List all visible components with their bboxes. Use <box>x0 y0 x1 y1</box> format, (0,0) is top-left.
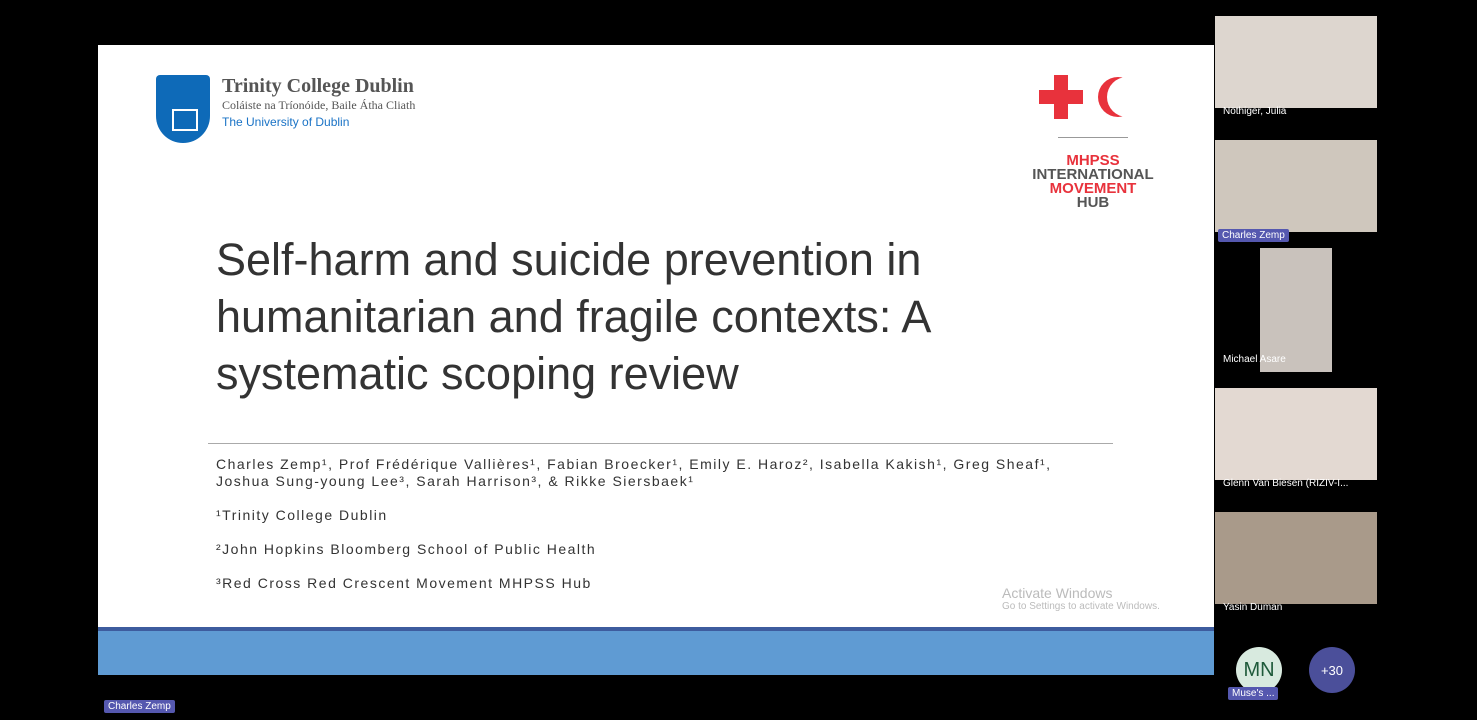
participant-name: Charles Zemp <box>1218 229 1289 242</box>
participant-name: Nöthiger, Julia <box>1223 106 1287 117</box>
video-tile[interactable] <box>1215 388 1377 480</box>
affiliation: ¹Trinity College Dublin <box>216 507 388 523</box>
red-crescent-icon <box>1107 77 1147 117</box>
mhpss-hub-logo <box>1018 75 1168 210</box>
avatar[interactable]: MN <box>1236 647 1282 693</box>
affiliation: ²John Hopkins Bloomberg School of Public Health <box>216 541 597 557</box>
hub-line: MOVEMENT <box>1049 180 1137 197</box>
hub-line: MHPSS <box>1066 152 1120 169</box>
more-participants-button[interactable]: +30 <box>1309 647 1355 693</box>
activate-windows-watermark <box>1002 585 1160 612</box>
avatar-name: Muse's ... <box>1228 687 1278 700</box>
watermark-sub: Go to Settings to activate Windows. <box>1002 601 1160 612</box>
video-tile[interactable] <box>1215 140 1377 232</box>
slide-title: Self-harm and suicide prevention in humanitarian and fragile contexts: A systematic scoping review <box>216 234 929 399</box>
institution-irish: Coláiste na Tríonóide, Baile Átha Cliath <box>222 98 416 112</box>
tcd-crest-icon <box>156 75 210 143</box>
hub-line: HUB <box>1076 194 1110 211</box>
footer-bar <box>98 631 1214 675</box>
institution-name: Trinity College Dublin <box>222 75 414 97</box>
participant-name: Yasin Duman <box>1223 602 1283 613</box>
shared-slide <box>98 45 1214 675</box>
institution-sub: The University of Dublin <box>222 115 350 129</box>
hub-line: INTERNATIONAL <box>1032 166 1154 183</box>
red-cross-icon <box>1039 75 1083 119</box>
participant-name: Michael Asare <box>1223 354 1286 365</box>
affiliation: ³Red Cross Red Crescent Movement MHPSS Hub <box>216 575 592 591</box>
presenter-label: Charles Zemp <box>104 700 175 713</box>
watermark-title: Activate Windows <box>1002 585 1113 601</box>
participant-name: Glenn Van Biesen (RIZIV-I... <box>1223 478 1349 489</box>
video-tile[interactable] <box>1215 512 1377 604</box>
authors: Charles Zemp¹, Prof Frédérique Vallières¹, Fabian Broecker¹, Emily E. Haroz², Isabella Kakish¹, Greg Sheaf¹, Joshua Sung-young Lee³, Sarah Harrison³, & Rikke Siersbaek¹ <box>216 456 1052 489</box>
tcd-logo <box>156 75 415 143</box>
divider <box>208 443 1113 444</box>
video-tile[interactable] <box>1215 16 1377 108</box>
